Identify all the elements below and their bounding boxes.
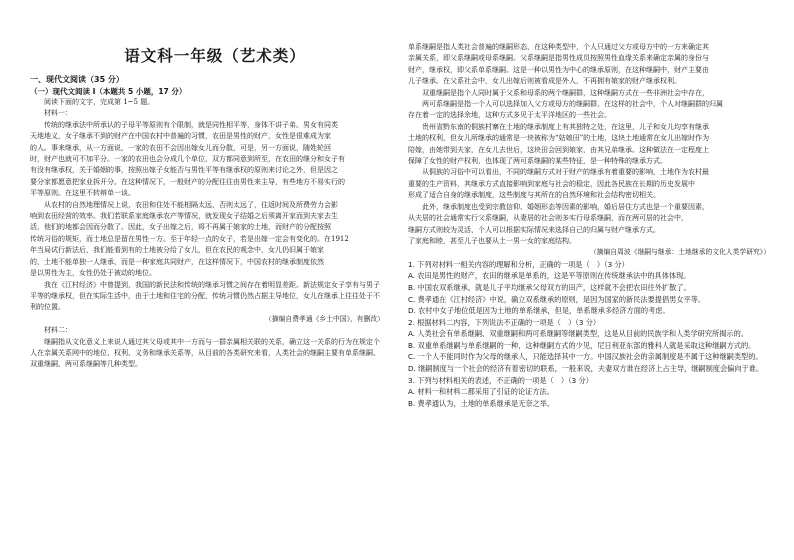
text-line: 从夫居的社会通常实行父系继嗣，从妻居的社会则多实行母系继嗣，而在两可居的社会中， bbox=[408, 214, 688, 223]
text-line: 此外，继承制度也受到宗教信仰、婚姻形态等因素的影响，婚后居住方式也是一个重要因素， bbox=[422, 202, 709, 211]
q1-option-d: D. 农村中女子地位低是因为土地的单系继承，但是，单系继承多经济方面的考虑。 bbox=[408, 306, 670, 316]
text-line: 响到农田经营的效率。我们若联系家庭继承农产等情况，就发现女子结婚之后须离开家而到夫家去生 bbox=[30, 212, 338, 221]
q2-option-d: D. 继嗣制度与一个社会的经济有着密切的联系，一般来说，夫妻双方谁在经济上占主导，继嗣制度会偏向于谁。 bbox=[408, 364, 764, 374]
material1-paragraph2 bbox=[30, 200, 384, 280]
question-2: 2. 根据材料二内容，下列说法不正确的一项是（ ）（3 分） bbox=[408, 317, 601, 327]
text-line: 年当局试行新法后，我们能看到有的土地被分给了女儿，但在农民的观念中，女儿仍旧属于娘家 bbox=[30, 246, 324, 255]
text-line: 要分家都愿意把家业拆开分。在这种情况下，一般财产的分配往往由男性来主导，有些地方不易实行的 bbox=[30, 177, 345, 186]
text-line: 平等原则。在这里不转辩单一谈。 bbox=[30, 189, 135, 198]
text-line: 传统习俗的规矩，而土地总是留在男性一方。至于年轻一点的女子，若是出嫁一定会有变化的。在1912 bbox=[30, 234, 349, 243]
text-line: 了家庭和睦，甚至儿子也要从土一男一女的家庭结构。 bbox=[408, 236, 576, 245]
text-line: 重要的生产资料，其继承方式直接影响到家庭与社会的稳定，因此各民族在长期的历史发展中 bbox=[408, 179, 695, 188]
question-3: 3. 下列与材料相关的表述，不正确的一项是（ ）（3 分） bbox=[408, 375, 593, 385]
q1-option-c: C. 费孝通在《江村经济》中说，确立双系继承的原则，是因为国家的新民法要提倡男女平等。 bbox=[408, 294, 706, 304]
text-line: 有没有继承权，关于婚姻的事，按照出嫁子女能否与男性平等有继承权的原则来讨论之外，但是因之 bbox=[30, 166, 338, 175]
text-line: 两可系继嗣是指一个人可以选择加入父方或母方的继嗣群，在这样的社会中，个人对继嗣群的归属 bbox=[422, 100, 723, 109]
text-line: 单系继嗣是指人类社会普遍的继嗣形态，在这种类型中，个人只通过父方或母方中的一方来确定其 bbox=[408, 43, 709, 51]
material1-label: 材料一： bbox=[44, 109, 72, 118]
subsection-heading: （一）现代文阅读 I（本题共 5 小题，17 分） bbox=[30, 87, 187, 96]
q1-option-a: A. 农田是男性的财产，农田的继承是单系的，这是平等原则在传统继承法中的具体体现。 bbox=[408, 271, 691, 281]
question-1: 1. 下列对材料一相关内容的理解和分析，正确的一项是（ ）（3 分） bbox=[408, 259, 629, 269]
text-line: 土地的权利，但女儿所继承的通常是一块被称为“姑娘田”的土地，这块土地通常在女儿出嫁时作为 bbox=[408, 134, 710, 143]
q1-option-b: B. 中国农双系继承，就是儿子平均继承父母双方的田产，这样就不会把农田往外扩散了。 bbox=[408, 282, 691, 292]
right-column bbox=[408, 42, 770, 409]
text-line: 亲属关系，即父系继嗣或母系继嗣。父系继嗣是指男性成员按照男性血缘关系来确定亲属的身份与 bbox=[408, 54, 709, 63]
material2-continued bbox=[408, 42, 770, 247]
q3-option-b: B. 费孝通认为，土地的单系继承是无奈之举。 bbox=[408, 398, 555, 408]
text-line: 儿子继承。在父系社会中，女儿出嫁后则被看成是外人，不再拥有娘家的财产继承权利。 bbox=[408, 77, 681, 86]
section-heading: 一、现代文阅读（35 分） bbox=[30, 75, 124, 84]
page-title: 语文科一年级（艺术类） bbox=[124, 47, 306, 65]
text-line: 贵州省黔东南的侗族村寨在土地的继承制度上有其独特之处，在这里，儿子和女儿均享有继承 bbox=[422, 122, 709, 131]
text-line: 从侗族的习俗中可以看出，不同的继嗣方式对于财产的继承有着重要的影响，土地作为农村最 bbox=[422, 168, 709, 177]
text-line: 保障了女性的财产权利，也体现了两可系继嗣的某些特征，是一种特殊的继承方式。 bbox=[408, 157, 667, 166]
text-line: 财产，继承权，即父系单系继嗣。这是一种以男性为中心的继承原则，在这种继嗣中，财产主要由 bbox=[408, 65, 709, 74]
text-line: 天地地义，女子继承不到的财产在中国农村中普遍的习惯，农田是男性的财产，女性是很难成为家 bbox=[30, 132, 331, 141]
text-line: 是以男性为主，女性仍处于被动的地位。 bbox=[30, 269, 156, 278]
material1-paragraph3: 我在《江村经济》中曾提到，我国的新民法和传统的继承习惯之间存在着明显差距。新法规定女子享有与男子平等的继承权，但在实际生活中，由于土地和住宅的分配，传统习惯仍然占据主导地位，女儿在继承上往往处于不利的位置。 bbox=[30, 280, 380, 312]
text-line: 的人。事来继承，从一方面说，一家的农田不会因出嫁女儿而分散，可是，另一方面说，随姓轮回 bbox=[30, 143, 331, 152]
left-column bbox=[30, 40, 384, 371]
text-line: 陪嫁，由她带到夫家，在女儿去世后，这块田会回到娘家，由其兄弟继承。这种做法在一定程度上 bbox=[408, 145, 709, 154]
text-line: 传统的继承法中所承认的子母平等原则有个限制，就是同性相平等，身体不讲子弟。男女有同类 bbox=[44, 120, 338, 129]
text-line: 时，财产也就可不加平分。一家的农田也会分成几个单位，双方都同意到所至，在农田的继分和女子有 bbox=[30, 155, 345, 164]
text-line: 双重继嗣是指个人同时属于父系和母系的两个继嗣群，这种继嗣方式在一些非洲社会中存在， bbox=[422, 88, 709, 97]
q2-option-a: A. 人类社会有单系继嗣、双重继嗣和两可系继嗣等继嗣类型，这是从目前的民族学和人类学研究所揭示的。 bbox=[408, 329, 748, 339]
q2-option-b: B. 双重单系继嗣与单系继嗣的一种，这种继嗣方式的少见，尼日利亚东部的雅科人就是采取这种继嗣方式的。 bbox=[408, 340, 756, 350]
text-line: 的，土地不能单独一人继承，而是一种家庭共同财产，在这样情况下，中国农村的继承制度依然 bbox=[30, 257, 324, 266]
q3-option-a: A. 材料一和材料二都采用了引证的论证方法。 bbox=[408, 387, 554, 397]
text-line: 存在着一定的选择余地，这种方式多见于太平洋地区的一些社会。 bbox=[408, 111, 611, 120]
text-line: 形成了适合自身的继承制度，这些制度与其所在的自然环境和社会结构密切相关。 bbox=[408, 191, 660, 200]
instruction-text: 阅读下面的文字，完成第 1~5 题。 bbox=[44, 98, 155, 106]
q2-option-c: C. 一个人不能同时作为父母的继承人，只能选择其中一方。中国汉族社会的亲属制度是不属于这种继嗣类型的。 bbox=[408, 352, 763, 362]
material2-source: （摘编自周波《继嗣与继承：土地继承的文化人类学研究》） bbox=[589, 248, 770, 257]
text-line: 从农村的自然地理情况上说，农田和住处不能相隔太远，否则太远了，往返时间及所费劳力会影 bbox=[44, 200, 338, 209]
material1-paragraph1 bbox=[30, 120, 384, 200]
material2-label: 材料二： bbox=[44, 326, 72, 335]
text-line: 活，他们的地都会因而分散了。因此，女子出嫁之后，将不再属于娘家的土地，而财产的分配按照 bbox=[30, 223, 331, 232]
material2-paragraph: 继嗣指从文化意义上来说人通过其父母或其中一方而与一群亲属相关联的关系，确立这一关系的行为在规定个人在亲属关系网中的地位、权利、义务和继承关系等，从目前的各类研究来看，人类社会的继嗣主要有单系继嗣、双重继嗣、两可系继嗣等几种类型。 bbox=[30, 337, 380, 369]
material1-source: （摘编自费孝通《乡土中国》，有删改） bbox=[265, 314, 384, 323]
text-line: 继嗣方式则较为灵活，个人可以根据实际情况来选择自己的归属与财产继承方式。 bbox=[408, 225, 660, 234]
